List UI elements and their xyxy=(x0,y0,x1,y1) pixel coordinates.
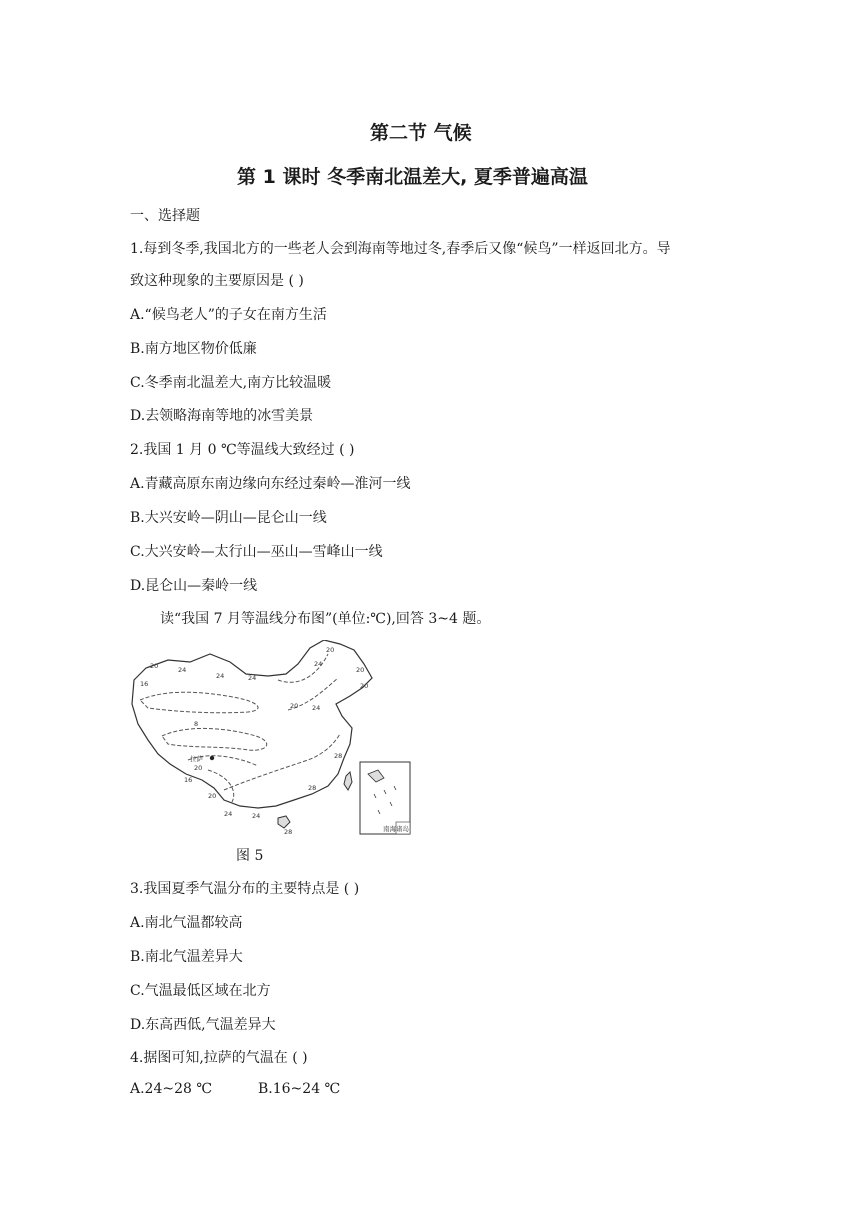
q1-stem-line2: 致这种现象的主要原因是 ( ) xyxy=(130,273,304,289)
map-intro: 读“我国 7 月等温线分布图”(单位:℃),回答 3~4 题。 xyxy=(160,611,491,627)
inset-label: 南海诸岛 xyxy=(383,825,409,833)
q1-stem-line1: 1.每到冬季,我国北方的一些老人会到海南等地过冬,春季后又像“候鸟”一样返回北方。导 xyxy=(130,241,671,257)
q2-option-d: D.昆仑山—秦岭一线 xyxy=(130,578,258,594)
isotherm-label: 24 xyxy=(178,666,187,674)
q2-option-c: C.大兴安岭—太行山—巫山—雪峰山一线 xyxy=(130,544,383,560)
isotherm-line xyxy=(162,728,267,750)
q2-stem: 2.我国 1 月 0 ℃等温线大致经过 ( ) xyxy=(130,442,355,458)
isotherm-label: 16 xyxy=(184,776,193,784)
isotherm-label: 16 xyxy=(140,680,149,688)
isotherm-label: 20 xyxy=(290,702,299,710)
isotherm-label: 24 xyxy=(252,812,261,820)
isotherm-label: 24 xyxy=(312,704,321,712)
isotherm-label: 20 xyxy=(356,666,365,674)
isotherm-label: 20 xyxy=(150,662,159,670)
isotherm-label: 28 xyxy=(334,752,343,760)
lhasa-marker xyxy=(210,756,214,760)
q1-option-d: D.去领略海南等地的冰雪美景 xyxy=(130,408,314,424)
q4-stem: 4.据图可知,拉萨的气温在 ( ) xyxy=(130,1050,308,1066)
isotherm-label: 20 xyxy=(360,682,369,690)
isotherm-label: 24 xyxy=(216,672,225,680)
isotherm-label: 20 xyxy=(208,792,217,800)
q3-option-b: B.南北气温差异大 xyxy=(130,949,243,965)
q4-option-a: A.24~28 ℃ xyxy=(130,1081,213,1097)
isotherm-label: 28 xyxy=(308,784,317,792)
q1-option-c: C.冬季南北温差大,南方比较温暖 xyxy=(130,375,332,391)
july-isotherm-map xyxy=(128,640,418,840)
place-label-lhasa: 拉萨 xyxy=(190,755,203,763)
q4-option-b: B.16~24 ℃ xyxy=(258,1081,341,1097)
q2-option-a: A.青藏高原东南边缘向东经过秦岭—淮河一线 xyxy=(130,476,411,492)
q3-option-a: A.南北气温都较高 xyxy=(130,915,243,931)
taiwan-island xyxy=(344,772,352,790)
q3-option-d: D.东高西低,气温差异大 xyxy=(130,1017,276,1033)
china-outline xyxy=(132,640,372,808)
isotherm-label: 20 xyxy=(194,764,203,772)
lesson-title: 第 1 课时 冬季南北温差大, 夏季普遍高温 xyxy=(237,166,588,188)
q1-option-a: A.“候鸟老人”的子女在南方生活 xyxy=(130,307,327,323)
q2-option-b: B.大兴安岭—阴山—昆仑山一线 xyxy=(130,510,327,526)
isotherm-label: 28 xyxy=(284,828,293,836)
q3-stem: 3.我国夏季气温分布的主要特点是 ( ) xyxy=(130,881,360,897)
isotherm-label: 8 xyxy=(194,720,199,728)
isotherm-label: 24 xyxy=(224,810,233,818)
isotherm-line xyxy=(140,692,258,713)
section-title: 第二节 气候 xyxy=(370,122,472,144)
isotherm-label: 24 xyxy=(314,660,323,668)
isotherm-line xyxy=(224,734,343,790)
isotherm-label: 20 xyxy=(326,646,335,654)
question-type-heading: 一、选择题 xyxy=(130,208,200,224)
hainan-island xyxy=(278,816,290,828)
q1-option-b: B.南方地区物价低廉 xyxy=(130,341,257,357)
isotherm-label: 24 xyxy=(248,674,257,682)
figure-caption: 图 5 xyxy=(236,848,264,864)
q3-option-c: C.气温最低区域在北方 xyxy=(130,983,271,999)
